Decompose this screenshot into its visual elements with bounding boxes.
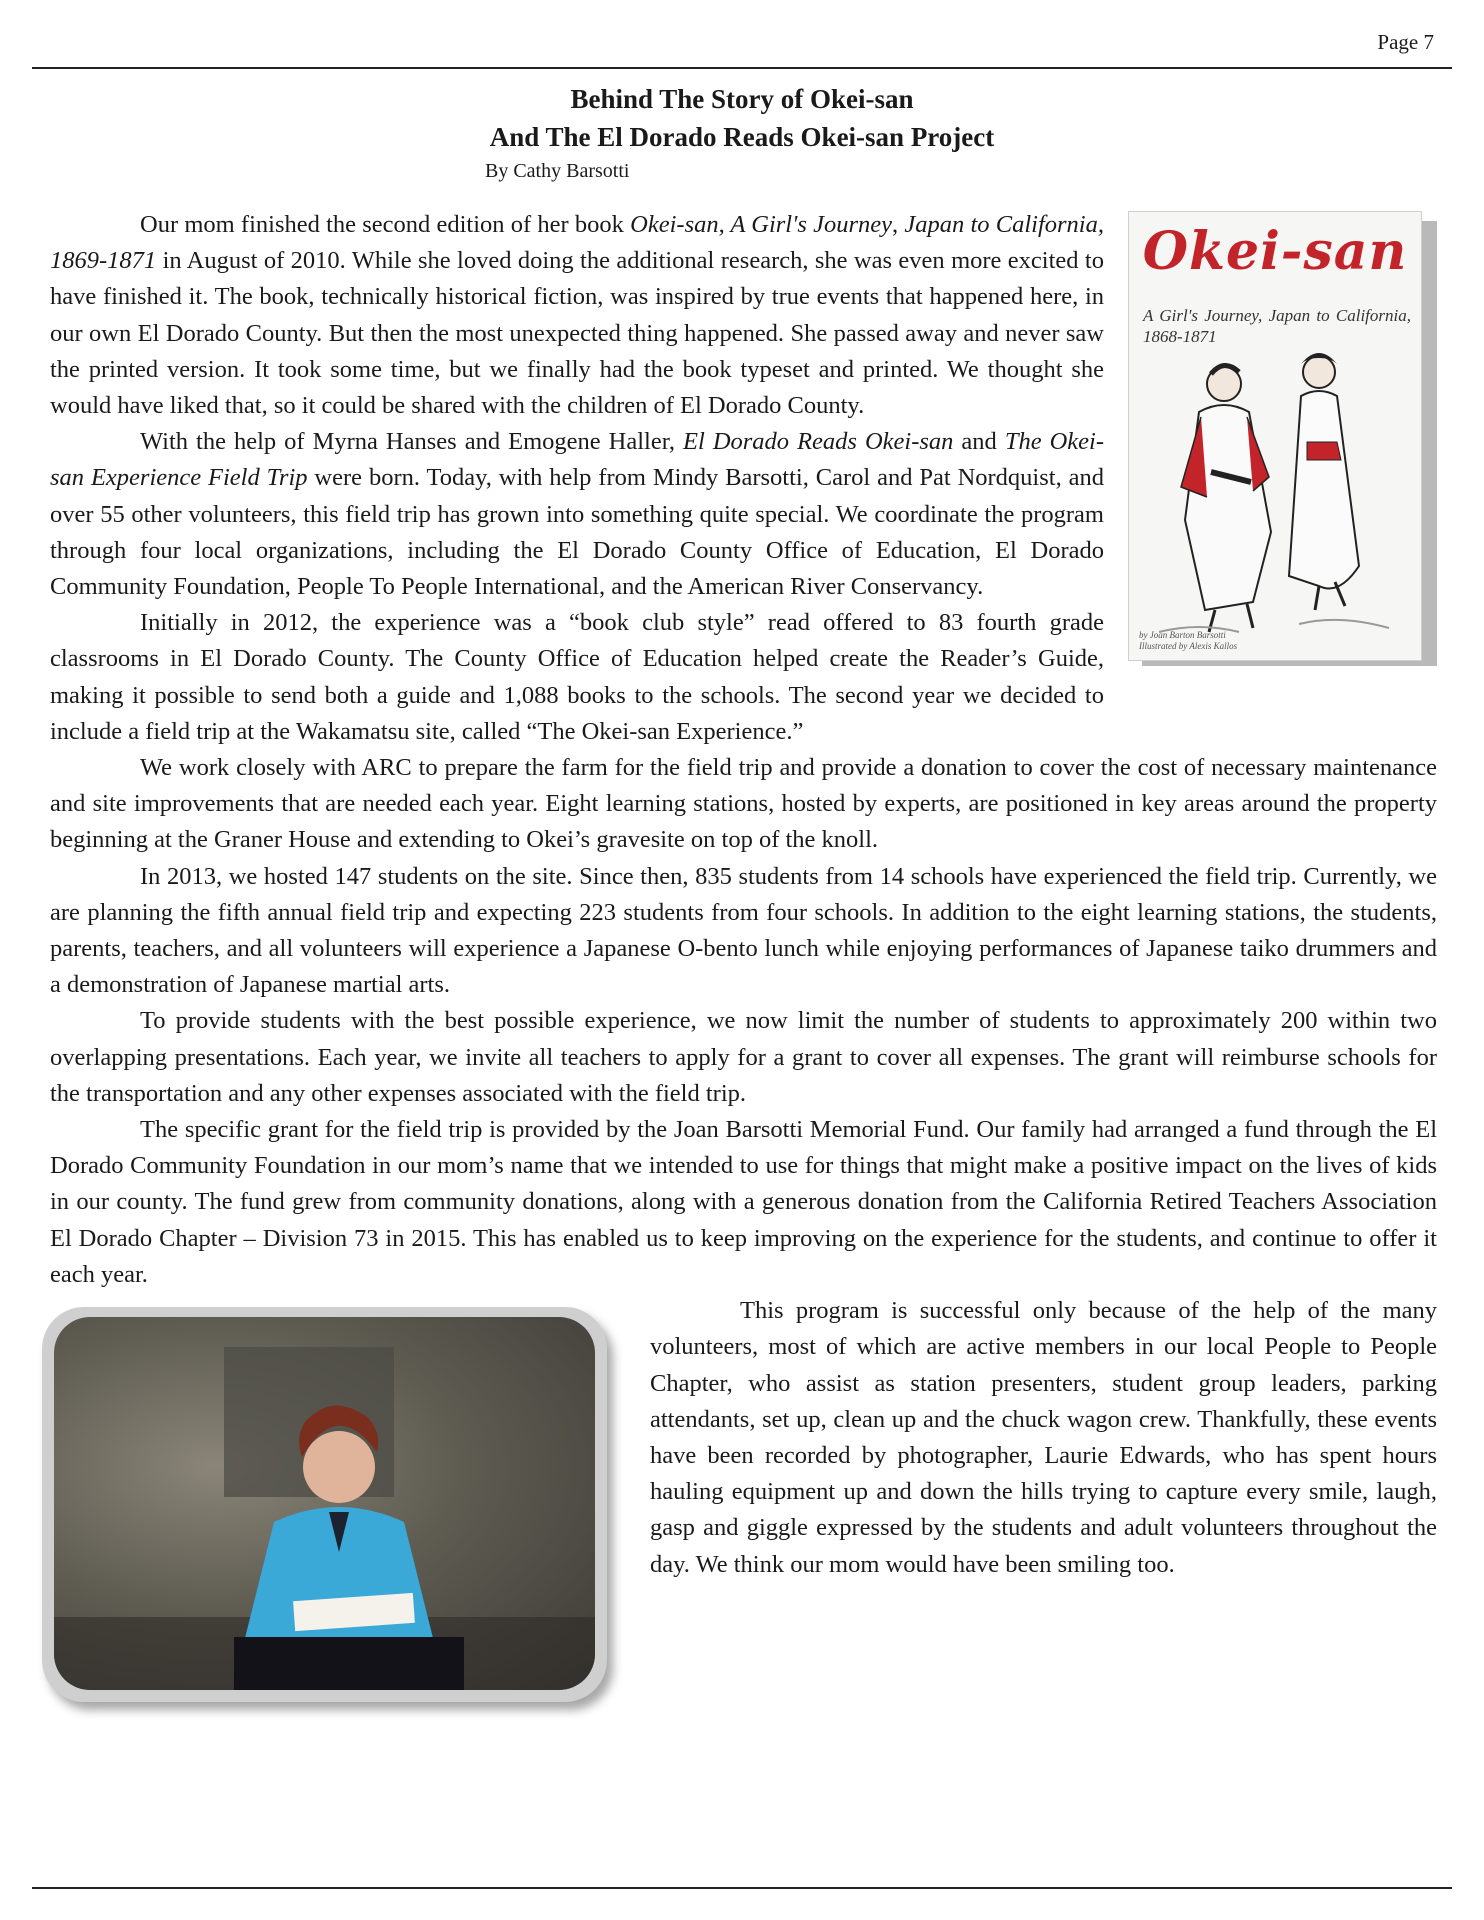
page-number: Page 7	[1377, 30, 1434, 54]
woman-reading-photo	[54, 1317, 595, 1690]
book-cover	[1128, 211, 1422, 661]
title-line-2: And The El Dorado Reads Okei-san Project	[489, 122, 995, 152]
field-trip-name-italic: The Okei-san Experience Field Trip	[50, 428, 1105, 492]
paragraph-3: Initially in 2012, the experience was a “book club style” read offered to 83 fourth grade classrooms in El Dorado County. The County Office of Education helped create the Reader’s Guide, making it possible to send both a guide and 1,088 books to the schools. The second year we decided to include a field trip at the Wakamatsu site, called “The Okei-san Experience.”	[50, 609, 1104, 745]
article-title	[0, 80, 1484, 156]
book-cover-illustrator: Illustrated by Alexis Kallos	[1139, 641, 1238, 651]
book-subtitle-italic: Japan to California, 1869-1871	[50, 211, 1104, 275]
book-cover-figure	[1122, 211, 1437, 679]
photo-figure	[42, 1307, 622, 1707]
samurai-and-girl-illustration	[1129, 212, 1421, 660]
paragraph-8: This program is successful only because of the help of the many volunteers, most of which are active members in our local People to People Chapter, who assist as station presenters, student group leaders, parking attendants, set up, clean up and the chuck wagon crew. Thankfully, these events have been recorded by photographer, Laurie Edwards, who has spent hours hauling equipment up and down the hills trying to capture every smile, laugh, gasp and giggle expressed by the students and adult volunteers throughout the day. We think our mom would have been smiling too.	[650, 1297, 1437, 1578]
paragraph-1: Our mom finished the second edition of her book Okei-san, A Girl's Journey, Japan to California, 1869-1871 in August of 2010. While she loved doing the additional research, she was even more excited to have finished it. The book, technically historical fiction, was inspired by true events that happened here, in our own El Dorado County. But then the most unexpected thing happened. She passed away and never saw the printed version. It took some time, but we finally had the book typeset and printed. We thought she would have liked that, so it could be shared with the children of El Dorado County.	[50, 211, 1104, 420]
paragraph-7: The specific grant for the field trip is provided by the Joan Barsotti Memorial Fund. Our family had arranged a fund through the El Dorado Community Foundation in our mom’s name that we intended to use for things that might make a positive impact on the lives of kids in our county. The fund grew from community donations, along with a generous donation from the California Retired Teachers Association El Dorado Chapter – Division 73 in 2015. This has enabled us to keep improving on the experience for the students, and continue to offer it each year.	[50, 1116, 1437, 1288]
book-cover-title: Okei-san	[1142, 221, 1408, 282]
book-cover-author: by Joan Barton Barsotti	[1139, 630, 1226, 640]
book-cover-subtitle: A Girl's Journey, Japan to California, 1868-1871	[1143, 306, 1411, 346]
footer-rule	[32, 1887, 1452, 1889]
book-cover-credits	[1139, 630, 1237, 652]
paragraph-5: In 2013, we hosted 147 students on the site. Since then, 835 students from 14 schools have experienced the field trip. Currently, we are planning the fifth annual field trip and expecting 223 students from four schools. In addition to the eight learning stations, the students, parents, teachers, and all volunteers will experience a Japanese O-bento lunch while enjoying performances of Japanese taiko drummers and a demonstration of Japanese martial arts.	[50, 862, 1437, 999]
woman-reading-illustration	[54, 1317, 595, 1690]
paragraph-4: We work closely with ARC to prepare the farm for the field trip and provide a donation to cover the cost of necessary maintenance and site improvements that are needed each year. Eight learning stations, hosted by experts, are positioned in key areas around the property beginning at the Graner House and extending to Okei’s gravesite on top of the knoll.	[50, 754, 1437, 854]
title-line-1: Behind The Story of Okei-san	[570, 84, 914, 114]
photo-frame	[42, 1307, 607, 1702]
paragraph-2: With the help of Myrna Hanses and Emogene Haller, El Dorado Reads Okei-san and The Okei-san Experience Field Trip were born. Today, with help from Mindy Barsotti, Carol and Pat Nordquist, and over 55 other volunteers, this field trip has grown into something quite special. We coordinate the program through four local organizations, including the El Dorado County Office of Education, El Dorado Community Foundation, People To People International, and the American River Conservancy.	[50, 428, 1105, 601]
article-body	[50, 207, 1437, 1707]
header-rule	[32, 67, 1452, 69]
byline: By Cathy Barsotti	[485, 160, 630, 182]
paragraph-6: To provide students with the best possible experience, we now limit the number of students to approximately 200 within two overlapping presentations. Each year, we invite all teachers to apply for a grant to cover all expenses. The grant will reimburse schools for the transportation and any other expenses associated with the field trip.	[50, 1007, 1437, 1107]
book-title-italic: Okei-san, A Girl's Journey	[630, 211, 893, 238]
program-name-italic: El Dorado Reads Okei-san	[683, 428, 954, 456]
